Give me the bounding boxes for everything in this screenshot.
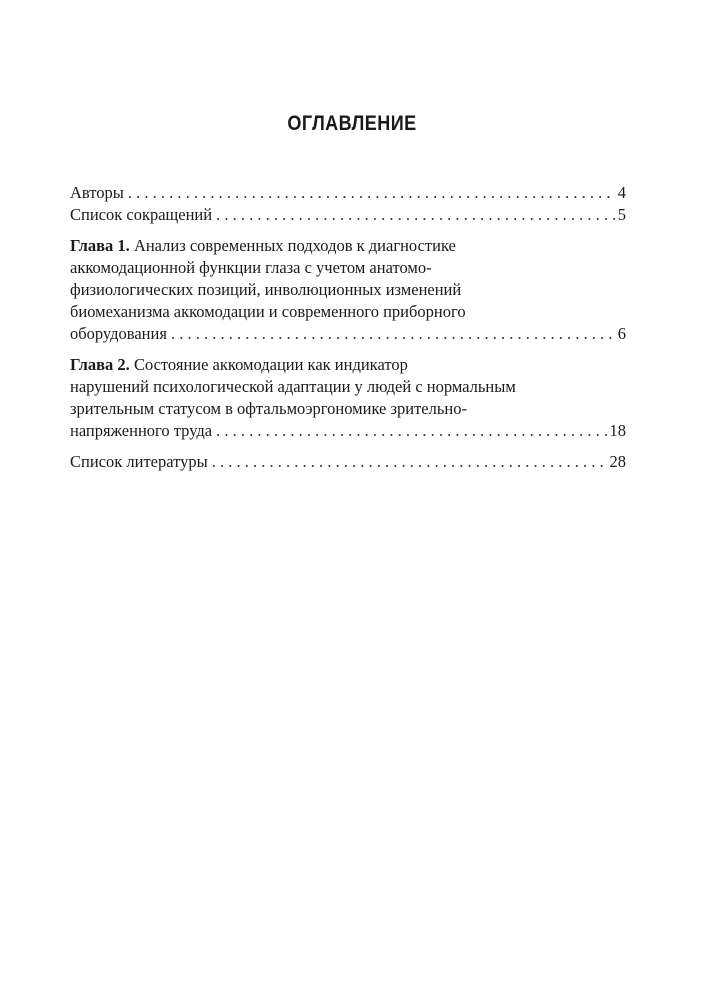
toc-entry-chapter-2[interactable] [70,354,626,442]
table-of-contents [70,182,626,473]
toc-entry-line [70,182,626,204]
toc-entry-authors[interactable] [70,182,626,204]
dot-leader [128,182,616,204]
toc-entry-title: Список литературы [70,452,208,471]
page-title: ОГЛАВЛЕНИЕ [287,112,417,135]
dot-leader [216,204,616,226]
toc-page-number: 6 [617,324,626,343]
toc-entry-text: нарушений психологической адаптации у людей с нормальным [70,377,516,396]
toc-page-number: 28 [609,452,626,471]
toc-entry-chapter-1[interactable] [70,235,626,345]
toc-entry-text: аккомодационной функции глаза с учетом анатомо- [70,258,432,277]
toc-page-number: 18 [609,421,626,440]
toc-entry-title: напряженного труда [70,421,213,440]
toc-entry-line [70,204,626,226]
toc-entry-line [70,323,626,345]
dot-leader [212,451,608,473]
toc-entry-line [70,420,626,442]
chapter-label: Глава 1. [70,236,130,255]
toc-page-number: 5 [617,205,626,224]
dot-leader [216,420,607,442]
toc-entry-text: Анализ современных подходов к диагностике [133,236,456,255]
chapter-label: Глава 2. [70,355,130,374]
toc-entry-text: биомеханизма аккомодации и современного приборного [70,302,466,321]
toc-entry-title: Список сокращений [70,205,213,224]
toc-entry-text: Состояние аккомодации как индикатор [133,355,408,374]
toc-entry-title: оборудования [70,324,167,343]
toc-entry-text: зрительным статусом в офтальмоэргономике зрительно- [70,399,467,418]
toc-entry-first-line [70,235,626,257]
toc-page-number: 4 [617,183,626,202]
toc-entry-text: физиологических позиций, инволюционных изменений [70,280,462,299]
toc-entry-line [70,451,626,473]
toc-entry-title: Авторы [70,183,124,202]
toc-entry-abbreviations[interactable] [70,204,626,226]
dot-leader [171,323,616,345]
toc-entry-references[interactable] [70,451,626,473]
toc-entry-first-line [70,354,626,376]
